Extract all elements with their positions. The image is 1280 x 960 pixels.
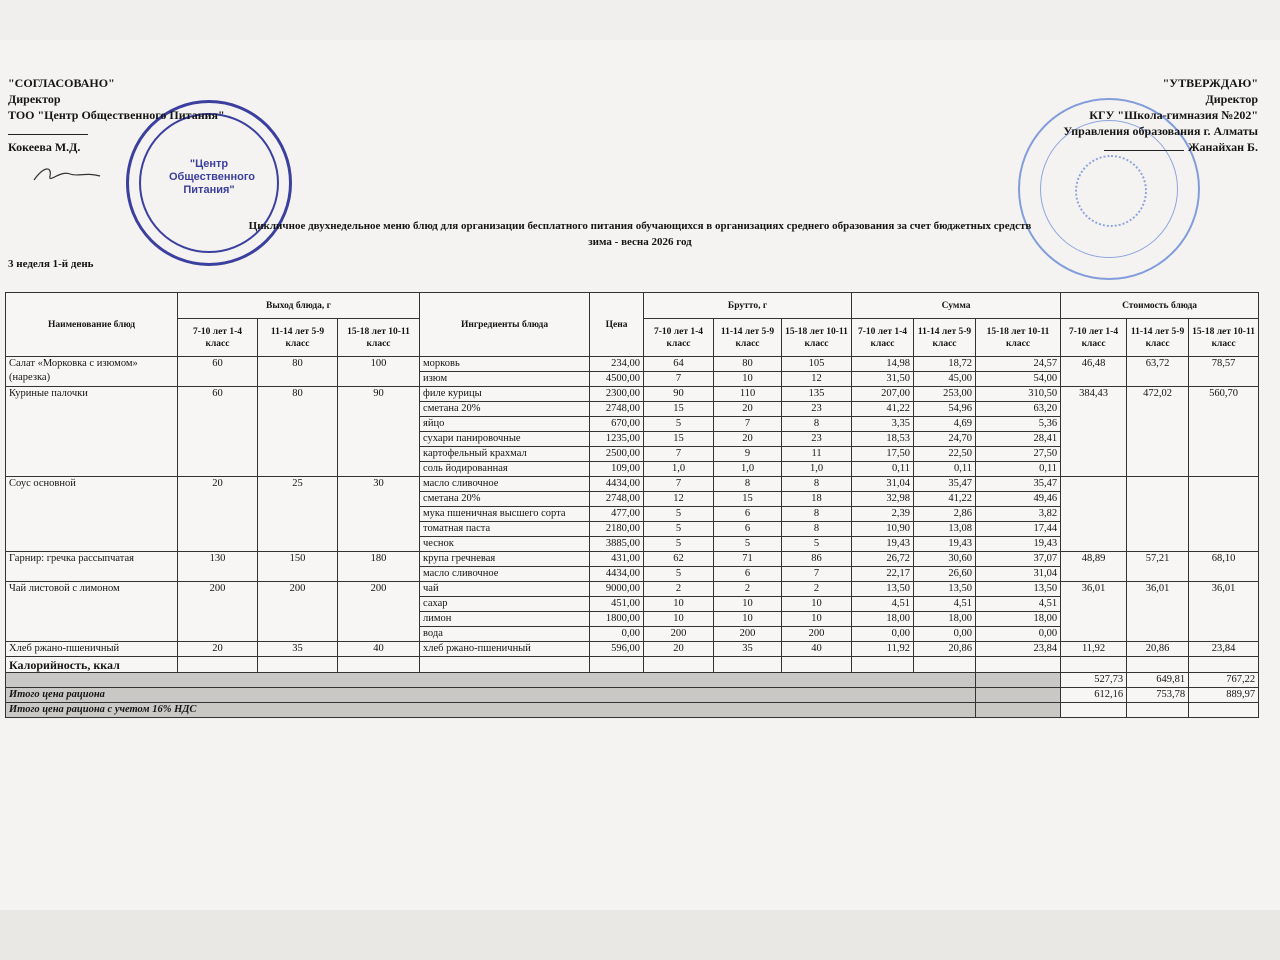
ingredient-price: 4500,00 [590,372,644,387]
ingredient-sum: 0,00 [976,627,1061,642]
dish-output: 80 [258,387,338,477]
ingredient-gross: 9 [714,447,782,462]
dish-output: 30 [338,477,420,552]
dish-output: 20 [178,642,258,657]
ingredient-price: 4434,00 [590,477,644,492]
header-age: 15-18 лет 10-11 класс [976,319,1061,357]
dish-output: 200 [178,582,258,642]
ingredient-gross: 105 [782,357,852,372]
ingredient-sum: 13,08 [914,522,976,537]
ingredient-sum: 26,72 [852,552,914,567]
approved-name [1063,139,1258,155]
ingredient-sum: 207,00 [852,387,914,402]
ingredient-gross: 12 [782,372,852,387]
ingredient-price: 670,00 [590,417,644,432]
ingredient-price: 596,00 [590,642,644,657]
ingredient-sum: 41,22 [852,402,914,417]
ingredient-sum: 0,11 [852,462,914,477]
dish-output: 80 [258,357,338,387]
ingredient-gross: 8 [782,522,852,537]
ingredient-gross: 5 [644,507,714,522]
ingredient-sum: 19,43 [852,537,914,552]
dish-cost: 36,01 [1189,582,1259,642]
header-age: 7-10 лет 1-4 класс [1061,319,1127,357]
ingredient-sum: 20,86 [914,642,976,657]
approved-org: КГУ "Школа-гимназия №202" [1089,108,1258,122]
header-age: 7-10 лет 1-4 класс [644,319,714,357]
ingredient-gross: 1,0 [644,462,714,477]
ingredient-name: сметана 20% [420,402,590,417]
title-line-2: зима - весна 2026 год [588,236,692,248]
ingredient-gross: 1,0 [714,462,782,477]
ingredient-row [6,357,1259,372]
ingredient-sum: 18,53 [852,432,914,447]
ingredient-sum: 13,50 [976,582,1061,597]
ingredient-gross: 135 [782,387,852,402]
ingredient-sum: 23,84 [976,642,1061,657]
ingredient-gross: 10 [714,612,782,627]
header-age: 11-14 лет 5-9 класс [1127,319,1189,357]
header-age: 11-14 лет 5-9 класс [914,319,976,357]
ingredient-sum: 3,82 [976,507,1061,522]
header-sum: Сумма [852,293,1061,319]
ingredient-gross: 90 [644,387,714,402]
dish-output: 150 [258,552,338,582]
dish-output: 180 [338,552,420,582]
dish-cost: 48,89 [1061,552,1127,582]
header-dish: Наименование блюд [6,293,178,357]
dish-cost: 11,92 [1061,642,1127,657]
ingredient-name: соль йодированная [420,462,590,477]
ingredient-gross: 5 [644,567,714,582]
ingredient-name: морковь [420,357,590,372]
dish-output: 100 [338,357,420,387]
ingredient-sum: 0,11 [976,462,1061,477]
dish-cost: 63,72 [1127,357,1189,387]
ingredient-gross: 20 [644,642,714,657]
ingredient-sum: 27,50 [976,447,1061,462]
ingredient-price: 234,00 [590,357,644,372]
ingredient-gross: 18 [782,492,852,507]
ingredient-price: 2500,00 [590,447,644,462]
ingredient-sum: 4,51 [852,597,914,612]
total-vat-value: 889,97 [1189,688,1259,703]
ingredient-gross: 71 [714,552,782,567]
ingredient-sum: 310,50 [976,387,1061,402]
ingredient-sum: 37,07 [976,552,1061,567]
total-value: 649,81 [1127,673,1189,688]
ingredient-gross: 23 [782,432,852,447]
ingredient-name: филе курицы [420,387,590,402]
agreed-position: Директор [8,92,61,106]
ingredient-price: 2748,00 [590,492,644,507]
ingredient-sum: 2,39 [852,507,914,522]
ingredient-gross: 8 [782,417,852,432]
calories-label: Калорийность, ккал [6,657,178,673]
ingredient-gross: 10 [714,372,782,387]
ingredient-sum: 0,00 [914,627,976,642]
total-value: 527,73 [1061,673,1127,688]
ingredient-name: масло сливочное [420,567,590,582]
ingredient-gross: 110 [714,387,782,402]
dish-name: Соус основной [6,477,178,552]
ingredient-gross: 62 [644,552,714,567]
header-ingredients: Ингредиенты блюда [420,293,590,357]
ingredient-gross: 5 [782,537,852,552]
ingredient-gross: 86 [782,552,852,567]
total-label-row [6,688,1259,703]
ingredient-sum: 11,92 [852,642,914,657]
dish-output: 35 [258,642,338,657]
ingredient-sum: 14,98 [852,357,914,372]
ingredient-sum: 17,50 [852,447,914,462]
ingredient-sum: 22,50 [914,447,976,462]
ingredient-sum: 3,35 [852,417,914,432]
ingredient-gross: 12 [644,492,714,507]
ingredient-sum: 13,50 [852,582,914,597]
ingredient-sum: 5,36 [976,417,1061,432]
dish-cost: 57,21 [1127,552,1189,582]
ingredient-price: 4434,00 [590,567,644,582]
dish-cost: 78,57 [1189,357,1259,387]
ingredient-gross: 5 [644,537,714,552]
ingredient-gross: 64 [644,357,714,372]
ingredient-gross: 200 [644,627,714,642]
ingredient-name: лимон [420,612,590,627]
total-value: 767,22 [1189,673,1259,688]
ingredient-gross: 11 [782,447,852,462]
dish-output: 200 [338,582,420,642]
ingredient-sum: 35,47 [976,477,1061,492]
total-spacer [6,673,976,688]
dish-name: Чай листовой с лимоном [6,582,178,642]
ingredient-sum: 24,70 [914,432,976,447]
ingredient-price: 1800,00 [590,612,644,627]
ingredient-sum: 18,72 [914,357,976,372]
ingredient-price: 3885,00 [590,537,644,552]
week-day-label: 3 неделя 1-й день [8,258,94,270]
stamp-text: "Центр Общественного Питания" [169,158,256,196]
dish-output: 130 [178,552,258,582]
ingredient-gross: 6 [714,522,782,537]
ingredient-name: томатная паста [420,522,590,537]
signature-line [8,123,225,139]
header-age: 15-18 лет 10-11 класс [1189,319,1259,357]
ingredient-sum: 0,11 [914,462,976,477]
ingredient-price: 477,00 [590,507,644,522]
handwritten-signature [30,162,120,188]
dish-output: 200 [258,582,338,642]
ingredient-gross: 200 [782,627,852,642]
photo-background-top [0,0,1280,40]
ingredient-price: 2748,00 [590,402,644,417]
ingredient-name: изюм [420,372,590,387]
header-cost: Стоимость блюда [1061,293,1259,319]
total-vat-value: 612,16 [1061,688,1127,703]
dish-cost: 472,02 [1127,387,1189,477]
ingredient-row [6,477,1259,492]
ingredient-sum: 19,43 [914,537,976,552]
header-age: 15-18 лет 10-11 класс [782,319,852,357]
ingredient-gross: 6 [714,567,782,582]
ingredient-name: крупа гречневая [420,552,590,567]
ingredient-row [6,582,1259,597]
approved-label: "УТВЕРЖДАЮ" [1162,76,1258,90]
ingredient-gross: 15 [714,492,782,507]
ingredient-sum: 49,46 [976,492,1061,507]
photo-background-bottom [0,910,1280,960]
dish-cost: 36,01 [1061,582,1127,642]
agreed-block [8,75,225,155]
ingredient-sum: 0,00 [852,627,914,642]
header-output: Выход блюда, г [178,293,420,319]
dish-cost [1127,477,1189,552]
ingredient-sum: 54,00 [976,372,1061,387]
ingredient-gross: 200 [714,627,782,642]
agreed-org: ТОО "Центр Общественного Питания" [8,108,225,122]
agreed-label: "СОГЛАСОВАНО" [8,76,115,90]
header-age: 7-10 лет 1-4 класс [178,319,258,357]
ingredient-sum: 19,43 [976,537,1061,552]
ingredient-sum: 4,69 [914,417,976,432]
ingredient-sum: 54,96 [914,402,976,417]
approved-name-text: Жанайхан Б. [1187,140,1258,154]
ingredient-gross: 1,0 [782,462,852,477]
dish-output: 60 [178,387,258,477]
dish-output: 60 [178,357,258,387]
ingredient-sum: 22,17 [852,567,914,582]
ingredient-gross: 2 [782,582,852,597]
dish-name: Салат «Морковка с изюмом» (нарезка) [6,357,178,387]
ingredient-gross: 10 [782,612,852,627]
ingredient-price: 431,00 [590,552,644,567]
dish-cost: 68,10 [1189,552,1259,582]
ingredient-row [6,387,1259,402]
ingredient-sum: 10,90 [852,522,914,537]
dish-output: 20 [178,477,258,552]
ingredient-price: 0,00 [590,627,644,642]
ingredient-gross: 8 [714,477,782,492]
ingredient-sum: 35,47 [914,477,976,492]
ingredient-sum: 18,00 [852,612,914,627]
dish-cost: 23,84 [1189,642,1259,657]
ingredient-gross: 7 [644,447,714,462]
ingredient-name: масло сливочное [420,477,590,492]
approved-dept: Управления образования г. Алматы [1063,124,1258,138]
total-vat-value: 753,78 [1127,688,1189,703]
dish-cost: 20,86 [1127,642,1189,657]
ingredient-gross: 7 [714,417,782,432]
approved-block [1063,75,1258,155]
ingredient-gross: 23 [782,402,852,417]
ingredient-gross: 8 [782,507,852,522]
ingredient-sum: 24,57 [976,357,1061,372]
ingredient-sum: 253,00 [914,387,976,402]
ingredient-gross: 7 [644,372,714,387]
ingredient-name: хлеб ржано-пшеничный [420,642,590,657]
ingredient-gross: 15 [644,402,714,417]
ingredient-name: яйцо [420,417,590,432]
totals-body [6,657,1259,718]
ingredient-sum: 4,51 [976,597,1061,612]
calories-row [6,657,1259,673]
total-label: Итого цена рациона [6,688,976,703]
menu-table [5,292,1259,718]
total-vat-label: Итого цена рациона с учетом 16% НДС [6,703,976,718]
ingredient-sum: 32,98 [852,492,914,507]
ingredient-price: 109,00 [590,462,644,477]
ingredient-sum: 31,04 [976,567,1061,582]
ingredient-gross: 10 [782,597,852,612]
ingredient-price: 9000,00 [590,582,644,597]
header-age: 7-10 лет 1-4 класс [852,319,914,357]
ingredient-gross: 40 [782,642,852,657]
dish-cost [1189,477,1259,552]
title-line-1: Цикличное двухнедельное меню блюд для организации бесплатного питания обучающихся в организациях среднего образования за счет бюджетных средств [248,220,1032,232]
ingredient-name: вода [420,627,590,642]
dish-output: 90 [338,387,420,477]
dish-output: 40 [338,642,420,657]
ingredient-sum: 2,86 [914,507,976,522]
ingredient-sum: 63,20 [976,402,1061,417]
ingredient-sum: 31,04 [852,477,914,492]
dish-cost [1061,477,1127,552]
ingredient-gross: 20 [714,432,782,447]
dish-cost: 36,01 [1127,582,1189,642]
dish-name: Гарнир: гречка рассыпчатая [6,552,178,582]
ingredient-gross: 6 [714,507,782,522]
ingredient-price: 451,00 [590,597,644,612]
document-title [180,218,1100,250]
ingredient-gross: 5 [644,417,714,432]
agreed-name: Кокеева М.Д. [8,140,81,154]
dish-name: Хлеб ржано-пшеничный [6,642,178,657]
ingredient-name: мука пшеничная высшего сорта [420,507,590,522]
total-row [6,673,1259,688]
ingredient-gross: 5 [714,537,782,552]
ingredient-sum: 28,41 [976,432,1061,447]
ingredient-gross: 10 [714,597,782,612]
ingredient-sum: 18,00 [976,612,1061,627]
dish-name: Куриные палочки [6,387,178,477]
ingredient-gross: 10 [644,612,714,627]
ingredient-gross: 80 [714,357,782,372]
ingredient-price: 1235,00 [590,432,644,447]
header-age: 15-18 лет 10-11 класс [338,319,420,357]
ingredient-gross: 7 [644,477,714,492]
ingredient-name: картофельный крахмал [420,447,590,462]
ingredient-name: чай [420,582,590,597]
ingredient-name: сахар [420,597,590,612]
ingredient-gross: 2 [714,582,782,597]
total-vat-row [6,703,1259,718]
ingredient-name: сметана 20% [420,492,590,507]
approved-position: Директор [1205,92,1258,106]
ingredient-gross: 5 [644,522,714,537]
ingredient-gross: 2 [644,582,714,597]
ingredient-gross: 10 [644,597,714,612]
ingredient-gross: 15 [644,432,714,447]
dish-cost: 560,70 [1189,387,1259,477]
ingredient-sum: 30,60 [914,552,976,567]
ingredient-row [6,642,1259,657]
ingredient-gross: 20 [714,402,782,417]
ingredient-sum: 26,60 [914,567,976,582]
ingredient-name: сухари панировочные [420,432,590,447]
ingredient-gross: 8 [782,477,852,492]
ingredient-sum: 13,50 [914,582,976,597]
ingredient-gross: 7 [782,567,852,582]
ingredient-sum: 45,00 [914,372,976,387]
dish-output: 25 [258,477,338,552]
dish-cost: 46,48 [1061,357,1127,387]
ingredient-price: 2300,00 [590,387,644,402]
ingredient-sum: 41,22 [914,492,976,507]
header-gross: Брутто, г [644,293,852,319]
ingredient-sum: 31,50 [852,372,914,387]
ingredient-gross: 35 [714,642,782,657]
ingredient-sum: 18,00 [914,612,976,627]
ingredient-price: 2180,00 [590,522,644,537]
ingredient-name: чеснок [420,537,590,552]
dish-cost: 384,43 [1061,387,1127,477]
ingredient-row [6,552,1259,567]
header-age: 11-14 лет 5-9 класс [258,319,338,357]
ingredient-sum: 17,44 [976,522,1061,537]
header-price: Цена [590,293,644,357]
menu-table-body [6,357,1259,657]
ingredient-sum: 4,51 [914,597,976,612]
header-age: 11-14 лет 5-9 класс [714,319,782,357]
